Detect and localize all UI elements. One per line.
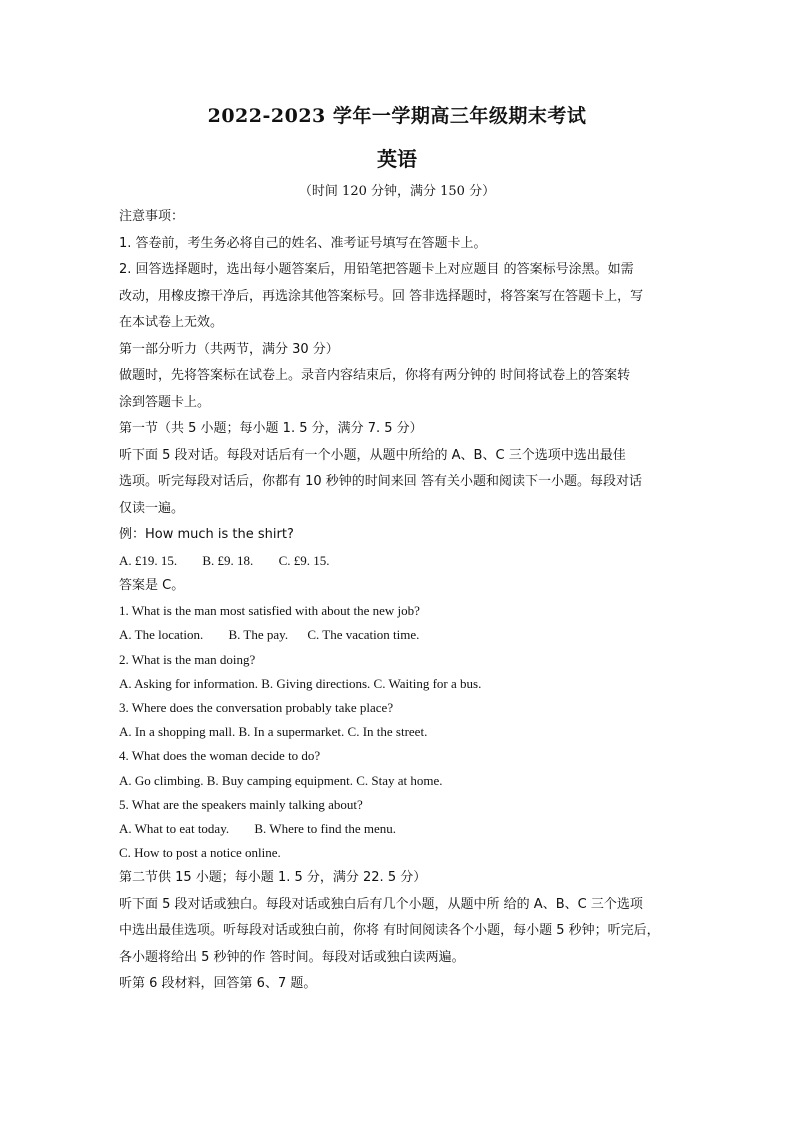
question-3: 3. Where does the conversation probably take place? bbox=[119, 700, 394, 716]
q5-option-b: B. Where to find the menu. bbox=[254, 821, 397, 837]
part1-intro-line-2: 涂到答题卡上。 bbox=[119, 394, 211, 410]
question-2: 2. What is the man doing? bbox=[119, 651, 256, 667]
part1-intro-line-1: 做题时，先将答案标在试卷上。录音内容结束后，你将有两分钟的 时间将试卷上的答案转 bbox=[119, 368, 631, 383]
question-2-options: A. Asking for information. B. Giving directions. C. Waiting for a bus. bbox=[119, 675, 482, 691]
example-question: 例：How much is the shirt? bbox=[119, 527, 294, 542]
subject-title: 英语 bbox=[377, 147, 417, 171]
example-answer: 答案是 C。 bbox=[119, 577, 185, 593]
notes-item-2-line-1: 2. 回答选择题时，选出每小题答案后，用铅笔把答题卡上对应题目 的答案标号涂黑。如需 bbox=[119, 262, 634, 277]
question-4-options: A. Go climbing. B. Buy camping equipment. C. Stay at home. bbox=[119, 772, 443, 788]
question-5: 5. What are the speakers mainly talking about? bbox=[119, 796, 363, 812]
q5-option-a: A. What to eat today. bbox=[119, 821, 230, 837]
material-6-instruction: 听第 6 段材料，回答第 6、7 题。 bbox=[119, 976, 317, 992]
exam-title: 2022-2023 学年一学期高三年级期末考试 bbox=[207, 105, 587, 127]
section2-intro-line-2: 中选出最佳选项。听每段对话或独白前，你将 有时间阅读各个小题，每小题 5 秒钟；听完后， bbox=[119, 923, 660, 939]
question-5-options bbox=[119, 817, 679, 841]
exam-content bbox=[119, 204, 679, 998]
q1-option-b: B. The pay. bbox=[228, 627, 289, 643]
section2-intro-line-3: 各小题将给出 5 秒钟的作 答时间。每段对话或独白读两遍。 bbox=[119, 949, 465, 965]
time-note: （时间 120 分钟，满分 150 分） bbox=[298, 184, 496, 199]
section1-intro-line-3: 仅读一遍。 bbox=[119, 500, 185, 516]
example-option-c: C. £9. 15. bbox=[278, 552, 330, 568]
q1-option-a: A. The location. bbox=[119, 627, 204, 643]
question-1: 1. What is the man most satisfied with about the new job? bbox=[119, 603, 420, 619]
example-option-b: B. £9. 18. bbox=[202, 552, 254, 568]
section2-intro-line-1: 听下面 5 段对话或独白。每段对话或独白后有几个小题，从题中所 给的 A、B、C 三个选项 bbox=[119, 896, 643, 912]
q5-option-c: C. How to post a notice online. bbox=[119, 845, 281, 861]
notes-item-2-line-3: 在本试卷上无效。 bbox=[119, 315, 224, 330]
notes-item-2-line-2: 改动，用橡皮擦干净后，再选涂其他答案标号。回 答非选择题时，将答案写在答题卡上，写 bbox=[119, 288, 644, 304]
question-1-options bbox=[119, 623, 679, 647]
question-3-options: A. In a shopping mall. B. In a supermarket. C. In the street. bbox=[119, 724, 428, 740]
section2-heading: 第二节供 15 小题；每小题 1. 5 分，满分 22. 5 分） bbox=[119, 870, 427, 886]
part1-heading: 第一部分听力（共两节，满分 30 分） bbox=[119, 341, 339, 357]
notes-item-1: 1. 答卷前，考生务必将自己的姓名、准考证号填写在答题卡上。 bbox=[119, 235, 487, 251]
example-option-a: A. £19. 15. bbox=[119, 552, 178, 568]
section1-intro-line-1: 听下面 5 段对话。每段对话后有一个小题，从题中所给的 A、B、C 三个选项中选出最佳 bbox=[119, 447, 626, 463]
section1-intro-line-2: 选项。听完每段对话后，你都有 10 秒钟的时间来回 答有关小题和阅读下一小题。每段对话 bbox=[119, 474, 642, 489]
example-options bbox=[119, 549, 679, 573]
notes-heading: 注意事项： bbox=[119, 209, 185, 224]
question-4: 4. What does the woman decide to do? bbox=[119, 748, 321, 764]
q1-option-c: C. The vacation time. bbox=[307, 627, 420, 643]
section1-heading: 第一节（共 5 小题；每小题 1. 5 分，满分 7. 5 分） bbox=[119, 421, 423, 436]
